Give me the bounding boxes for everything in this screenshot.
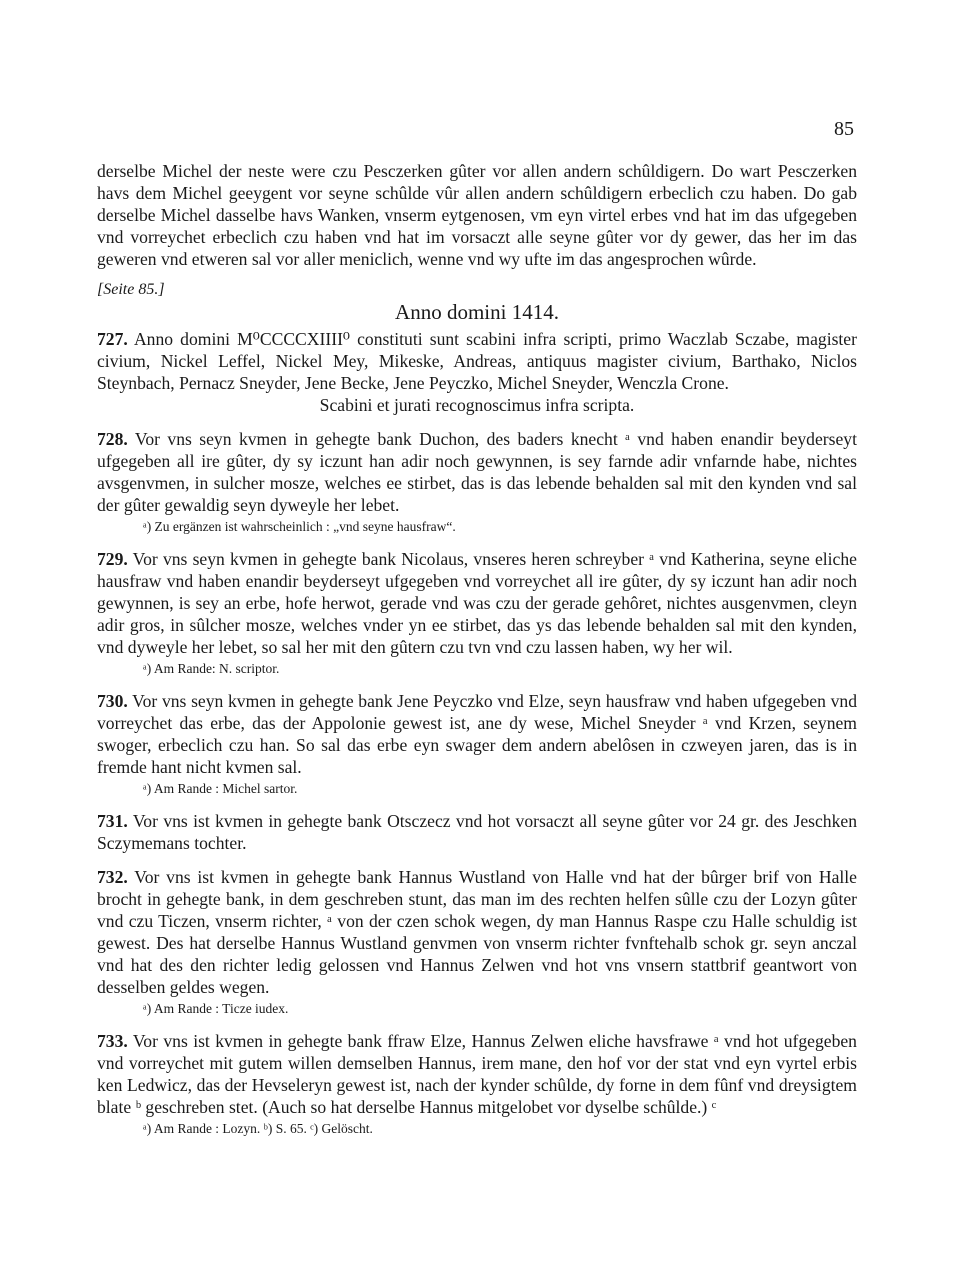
entry-732 [97, 866, 857, 1018]
entry-text: Vor vns ist kvmen in gehegte bank ffraw Elze, Hannus Zelwen eliche havsfrawe ᵃ vnd hot ufgegeben vnd vorreychet mit gutem willen demselben Hannus, irem mane, den hof vor der stat vnd eyn vyrtel erbis ken Ledwicz, das der Hevseleryn gewest ist, nach der kynder schûlde, dy forne in dem fûnf vnd dreysigtem blate ᵇ geschreben stet. (Auch so hat derselbe Hannus mitgelobet vor dyselbe schûlde.) ᶜ [97, 1031, 857, 1117]
entry-number: 733. [97, 1031, 128, 1051]
footnote: ᵃ) Am Rande : Ticze iudex. [143, 1001, 289, 1016]
entry-number: 729. [97, 549, 128, 569]
entry-text: Anno domini M⁰CCCCXIIII⁰ constituti sunt scabini infra scripti, primo Waczlab Sczabe, magister civium, Nickel Leffel, Nickel Mey, Mikeske, Andreas, antiquus magister civium, Barthako, Niclos Steynbach, Pernacz Sneyder, Jene Becke, Jene Peyczko, Michel Sneyder, Wenczla Crone. [97, 329, 857, 393]
intro-paragraph: derselbe Michel der neste were czu Pesczerken gûter vor allen andern schûldigern. Do wart Pesczerken havs dem Michel geeygent vor seyne schûlde vûr allen andern schûldigern erbeclich czu haben. Do gab derselbe Michel dasselbe havs Wanken, vnserm eytgenosen, vm eyn virtel erbes vnd hat im das ufgegeben vnd vorreychet erbeclich czu haben vnd hat im vorsaczt alle seyne gûter vor dy gewer, das her im das geweren vnd etweren sal vor aller meniclich, wenne vnd wy ufte im das angesprochen wûrde. [97, 161, 857, 269]
entry-text: Vor vns ist kvmen in gehegte bank Hannus Wustland von Halle vnd hat der bûrger brif von Halle brocht in gehegte bank, in dem geschreben stunt, das man im des rechten helfen sûlle czu der Lozyn gûter vnd czu Ticzen, vnserm richter, ᵃ von der czen schok wegen, dy man Hannus Raspe czu Halle schuldig ist gewest. Des hat derselbe Hannus Wustland genvmen von vnserm richter fvnftehalb schok gr. seyn anczal vnd hat des den richter ledig gelossen vnd Hannus Zelwen vnd hot vns vnsern stattbrif geantwort von desselben geldes wegen. [97, 867, 857, 997]
entry-number: 732. [97, 867, 128, 887]
entry-729 [97, 548, 857, 678]
entry-number: 731. [97, 811, 128, 831]
entry-730 [97, 690, 857, 798]
entry-number: 728. [97, 429, 128, 449]
entry-text: Vor vns seyn kvmen in gehegte bank Nicolaus, vnseres heren schreyber ᵃ vnd Katherina, seyne eliche hausfraw vnd haben enandir beyderseyt ufgegeben vnd vorreychet all ire gûter, dy sy iczunt han adir noch gewynnen, is sey an erbe, hofe herwot, gerade vnd was czu der gerade gehôret, nichtes ausgenvmen, cleyn adir gros, in sûlcher mosze, welches vnder yn ee stirbet, das ys das lebende behalden sal mit den kynden, vnd dyweyle her lebet, so sal her mit den gûtern czu tvn vnd czu lassen haben, wy her wil. [97, 549, 857, 657]
entry-number: 730. [97, 691, 128, 711]
page-reference: [Seite 85.] [97, 281, 165, 298]
footnote: ᵃ) Am Rande : Lozyn. ᵇ) S. 65. ᶜ) Gelöscht. [143, 1121, 373, 1136]
entry-728 [97, 428, 857, 536]
entry-text: Vor vns ist kvmen in gehegte bank Otsczecz vnd hot vorsaczt all seyne gûter vor 24 gr. des Jeschken Sczymemans tochter. [97, 811, 857, 853]
page-body [97, 160, 857, 1138]
entry-731 [97, 810, 857, 854]
entry-733 [97, 1030, 857, 1138]
entry-727 [97, 328, 857, 416]
entry-number: 727. [97, 329, 128, 349]
year-heading: Anno domini 1414. [395, 300, 559, 324]
footnote: ᵃ) Am Rande : Michel sartor. [143, 781, 298, 796]
entry-text: Vor vns seyn kvmen in gehegte bank Jene Peyczko vnd Elze, seyn hausfraw vnd haben ufgegeben vnd vorreychet das erbe, das der Appolonie gewest ist, ane dy wese, Michel Sneyder ᵃ vnd Krzen, seynem swoger, erbeclich czu han. So sal das erbe eyn swager dem andern abelôsen in czweyen jaren, das is in fremde hant nicht kvmen sal. [97, 691, 857, 777]
entry-text: Vor vns seyn kvmen in gehegte bank Duchon, des baders knecht ᵃ vnd haben enandir beyderseyt ufgegeben all ire gûter, dy sy iczunt han adir noch gewynnen, is sey farnde adir vnfarnde habe, nichtes avsgenvmen, in sulcher mosze, welches ee stirbet, das is das lebende behalden sal mit den kynden vnd sal der gûter gewaldig seyn dyweyle her lebet. [97, 429, 857, 515]
entry-centered-line: Scabini et jurati recognoscimus infra scripta. [319, 395, 635, 415]
footnote: ᵃ) Zu ergänzen ist wahrscheinlich : „vnd seyne hausfraw“. [143, 519, 456, 534]
page-number: 85 [834, 118, 854, 140]
footnote: ᵃ) Am Rande: N. scriptor. [143, 661, 280, 676]
